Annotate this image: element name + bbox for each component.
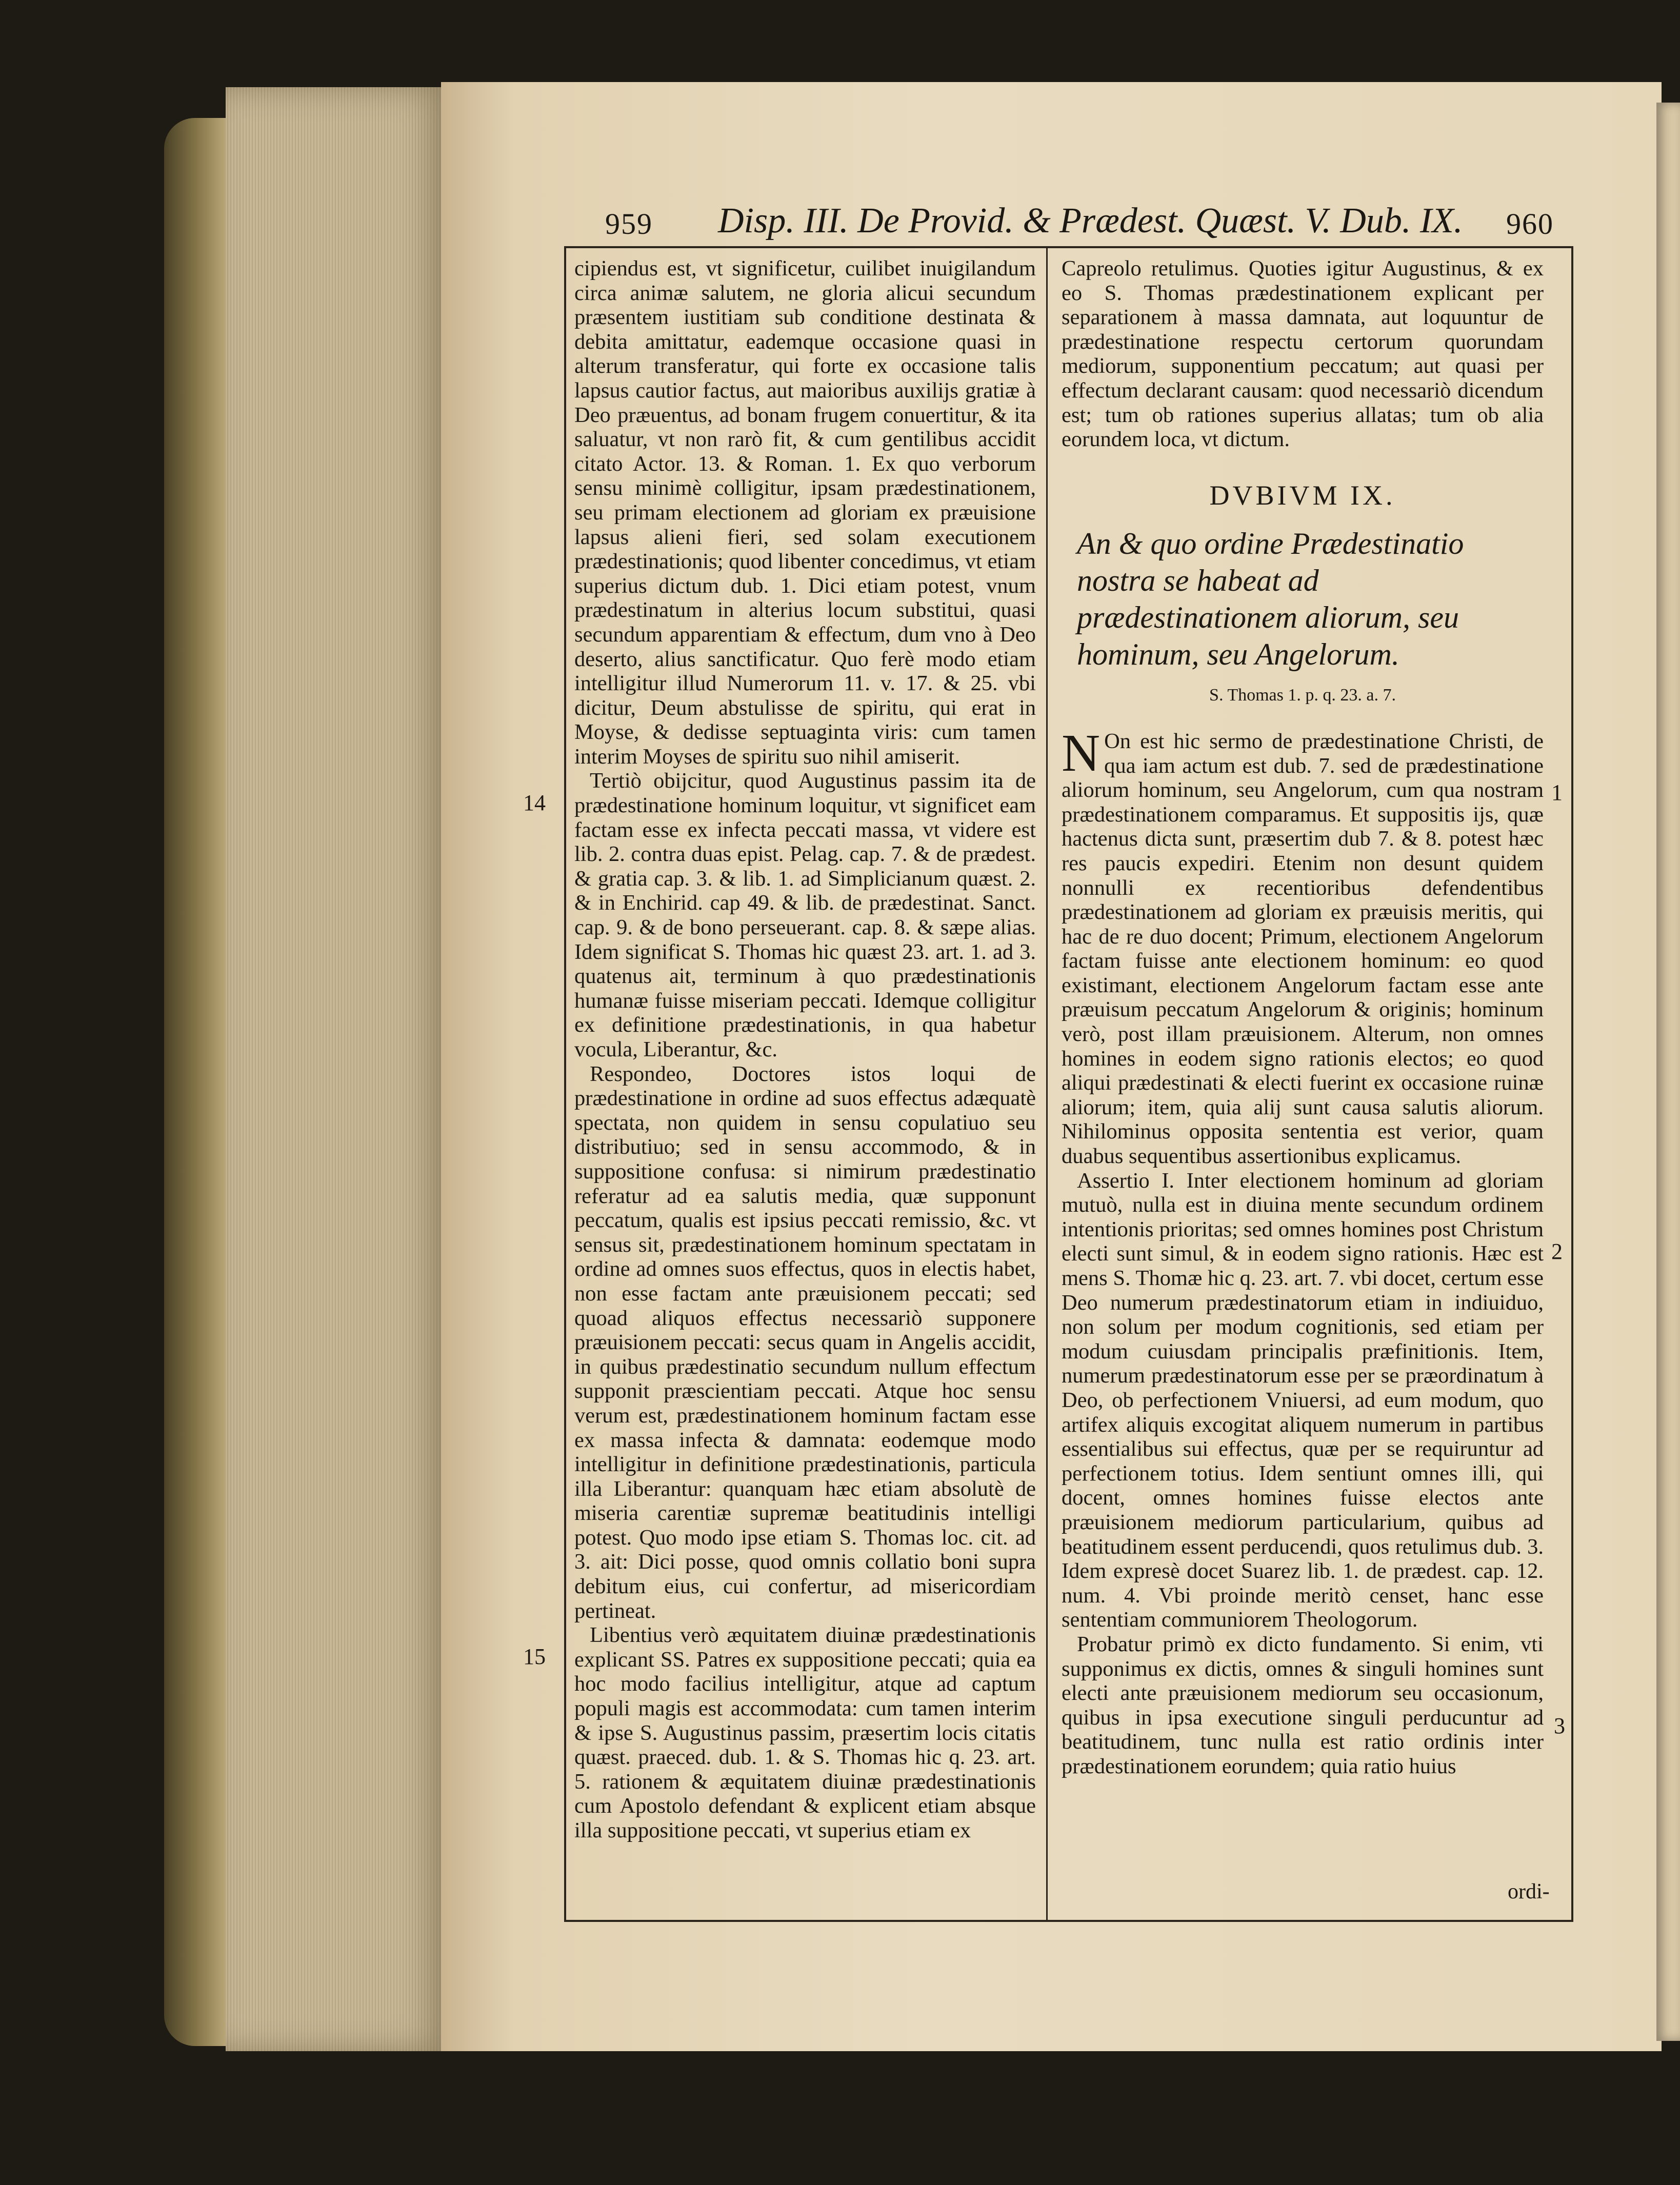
dubium-heading: DVBIVM IX. xyxy=(1209,479,1396,511)
running-head-title: Disp. III. De Provid. & Prædest. Quæst. V. Dub. IX. xyxy=(718,201,1463,240)
paragraph-15: Libentius verò æquitatem diuinæ prædestinationis explicant SS. Patres ex suppositione peccati; quia ea hoc modo facilius intelligitur, atque ad captum populi magis est accommodata: cum tamen interim & ipse S. Augustinus passim, præsertim locis citatis quæst. praeced. dub. 1. & S. Thomas hic q. 23. art. 5. rationem & æquitatem diuinæ prædestinationis cum Apostolo defendant & explicent etiam absque illa suppositione peccati, vt superius etiam ex xyxy=(574,1623,1036,1842)
page-edges xyxy=(226,87,446,2051)
right-column xyxy=(1062,256,1544,1778)
page-number-right: 960 xyxy=(1506,207,1554,240)
left-column xyxy=(574,256,1036,1843)
margin-number-1: 1 xyxy=(1551,780,1563,805)
question-title: An & quo ordine Prædestinatio nostra se habeat ad prædestinationem aliorum, seu hominum, seu Angelorum. xyxy=(1077,527,1464,672)
column-divider xyxy=(1046,246,1048,1920)
page-number-left: 959 xyxy=(605,207,653,240)
margin-number-3: 3 xyxy=(1554,1713,1565,1738)
margin-number-15: 15 xyxy=(523,1644,546,1669)
margin-number-2: 2 xyxy=(1551,1239,1563,1264)
running-head xyxy=(564,203,1569,249)
left-opening-paragraph: cipiendus est, vt significetur, cuilibet inuigilandum circa animæ salutem, ne gloria alicui secundum præsentem iustitiam sub conditione destinata & debita amittatur, eademque occasione quasi in alterum transferatur, qui forte ex occasione talis lapsus cautior factus, aut maioribus auxilijs gratiæ à Deo præuentus, ad bonam frugem conuertitur, & ita saluatur, vt non rarò fit, & cum gentilibus accidit citato Actor. 13. & Roman. 1. Ex quo verborum sensu minimè colligitur, ipsam prædestinationem, seu primam electionem ad gloriam ex præuisione lapsus alieni fieri, sed solam executionem prædestinationis; quod libenter concedimus, vt etiam superius dictum dub. 1. Dici etiam potest, vnum prædestinatum in alterius locum substitui, quasi secundum apparentiam & effectum, dum vno à Deo deserto, alius sanctificatur. Quo ferè modo etiam intelligitur illud Numerorum 11. v. 17. & 25. vbi dicitur, Deum abstulisse de spiritu, qui erat in Moyse, & dedisse septuaginta viris: cum tamen interim Moyses de spiritu suo nihil amiserit. xyxy=(574,256,1036,769)
drop-cap: N xyxy=(1062,723,1101,783)
probatur-paragraph: Probatur primò ex dicto fundamento. Si enim, vti supponimus ex dictis, omnes & singuli homines sunt electi ante præuisionem mediorum seu occasionum, quibus in ipsa executione singuli perducuntur ad beatitudinem, tunc nulla est ratio ordinis inter prædestinationem eorundem; quia ratio huius xyxy=(1062,1632,1544,1778)
right-opening-paragraph: Capreolo retulimus. Quoties igitur Augustinus, & ex eo S. Thomas prædestinationem explicant per separationem à massa damnata, aut loquuntur de prædestinatione respectu certorum quorundam mediorum, supponentium peccatum; aut quasi per effectum declarant causam: quod necessariò dicendum est; tum ob rationes superius allatas; tum ob alia eorundem loca, vt dictum. xyxy=(1062,256,1544,452)
next-page-edge xyxy=(1656,103,1680,2041)
paragraph-objection-14: Tertiò obijcitur, quod Augustinus passim ita de prædestinatione hominum loquitur, vt significet eam factam esse ex infecta peccati massa, vt videre est lib. 2. contra duas epist. Pelag. cap. 7. & de prædest. & gratia cap. 3. & lib. 1. ad Simplicianum quæst. 2. & in Enchirid. cap 49. & lib. de prædestinat. Sanct. cap. 9. & de bono perseuerant. cap. 8. & sæpe alias. Idem significat S. Thomas hic quæst 23. art. 1. ad 3. quatenus ait, terminum à quo prædestinationis humanæ fuisse miseriam peccati. Idemque colligitur ex definitione prædestinationis, in qua habetur vocula, Liberantur, &c. xyxy=(574,769,1036,1061)
intro-paragraph xyxy=(1062,723,1544,1169)
intro-text: On est hic sermo de prædestinatione Christi, de qua iam actum est dub. 7. sed de prædestinatione aliorum hominum, seu Angelorum, cum qua nostram prædestinationem comparamus. Et suppositis ijs, quæ hactenus dicta sunt, præsertim dub 7. & 8. potest hæc res paucis expediri. Etenim non desunt quidem nonnulli ex recentioribus defendentibus prædestinationem ad gloriam ex præuisis meritis, qui hac de re duo docent; Primum, electionem Angelorum factam fuisse ante electionem hominum: eo quod existimant, electionem Angelorum factam esse ante præuisum peccatum Angelorum & originis; hominum verò, post illam præuisionem. Alterum, non omnes homines in eodem signo rationis electos; eo quod aliqui prædestinati & electi fuerint ex occasione ruinæ aliorum; item, quia alij sunt causa salutis aliorum. Nihilominus opposita sententia est verior, quam duabus sequentibus assertionibus explicamus. xyxy=(1062,729,1544,1169)
margin-number-14: 14 xyxy=(523,790,546,815)
paragraph-respondeo: Respondeo, Doctores istos loqui de prædestinatione in ordine ad suos effectus adæquatè spectata, non quidem in sensu copulatiuo seu distributiuo; sed in sensu accommodo, & in suppositione confusa: si nimirum prædestinatio referatur ad ea salutis media, quæ supponunt peccatum, qualis est ipsius peccati remissio, &c. vt sensus sit, prædestinationem hominum spectatam in ordine ad omnes suos effectus, quos in electis habet, non esse factam ante præuisionem peccati; sed quoad aliquos effectus necessariò supponere præuisionem peccati: secus quam in Angelis accidit, in quibus prædestinatio secundum nullum effectum supponit præscientiam peccati. Atque hoc sensu verum est, prædestinationem hominum factam esse ex massa infecta & damnata: eodemque modo intelligitur in definitione prædestinationis, particula illa Liberantur: quanquam hæc etiam absolutè de miseria carentiæ supremæ beatitudinis intelligi potest. Quo modo ipse etiam S. Thomas loc. cit. ad 3. ait: Dici posse, quod omnis collatio boni supra debitum eius, cui confertur, ad misericordiam pertineat. xyxy=(574,1061,1036,1623)
catchword: ordi- xyxy=(1508,1880,1550,1903)
assertio-paragraph: Assertio I. Inter electionem hominum ad gloriam mutuò, nulla est in diuina mente secundum ordinem intentionis prioritas; sed omnes homines post Christum electi sunt simul, & in eodem signo rationis. Hæc est mens S. Thomæ hic q. 23. art. 7. vbi docet, certum esse Deo numerum prædestinatorum etiam in indiuiduo, non solum per modum cognitionis, sed etiam per modum cuiusdam principalis præfinitionis. Item, numerum prædestinatorum esse per se præordinatum à Deo, ob perfectionem Vniuersi, ad eum modum, quo artifex aliquis excogitat aliquem numerum in partibus essentialibus sui effectus, quæ per se requiruntur ad perfectionem totius. Idem sentiunt omnes illi, qui docent, omnes homines fuisse electos ante præuisionem mediorum particularium, quibus ad beatitudinem essent perducendi, quos retulimus dub. 3. Idem expresè docet Suarez lib. 1. de prædest. cap. 12. num. 4. Vbi proinde meritò censet, hanc esse sententiam communiorem Theologorum. xyxy=(1062,1168,1544,1632)
question-source: S. Thomas 1. p. q. 23. a. 7. xyxy=(1209,686,1396,705)
